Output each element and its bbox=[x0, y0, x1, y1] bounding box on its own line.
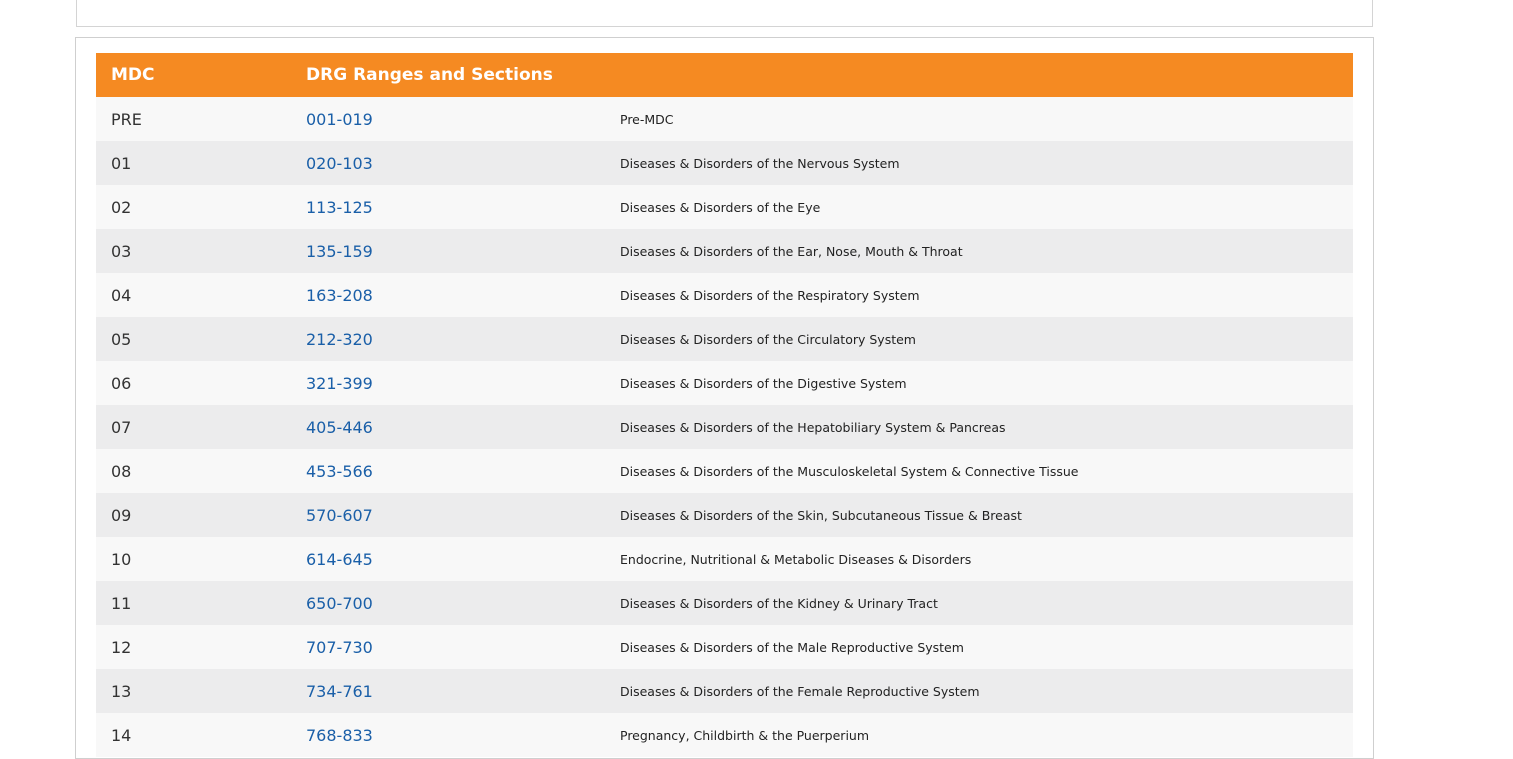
drg-range-cell bbox=[306, 97, 620, 141]
drg-range-cell bbox=[306, 713, 620, 757]
mdc-description: Diseases & Disorders of the Male Reproductive System bbox=[620, 639, 964, 655]
table-row bbox=[96, 493, 1353, 537]
table-row bbox=[96, 669, 1353, 713]
drg-range-link[interactable]: 768-833 bbox=[306, 725, 373, 745]
header-drg-ranges: DRG Ranges and Sections bbox=[306, 65, 553, 85]
mdc-description: Endocrine, Nutritional & Metabolic Diseases & Disorders bbox=[620, 551, 972, 567]
drg-range-cell bbox=[306, 273, 620, 317]
mdc-code: 04 bbox=[111, 285, 132, 305]
mdc-code: 14 bbox=[111, 725, 132, 745]
drg-range-cell bbox=[306, 493, 620, 537]
table-row bbox=[96, 581, 1353, 625]
mdc-description: Diseases & Disorders of the Respiratory System bbox=[620, 287, 920, 303]
mdc-description: Diseases & Disorders of the Musculoskeletal System & Connective Tissue bbox=[620, 463, 1079, 479]
table-row bbox=[96, 405, 1353, 449]
table-row bbox=[96, 229, 1353, 273]
drg-range-cell bbox=[306, 669, 620, 713]
mdc-description: Diseases & Disorders of the Circulatory System bbox=[620, 331, 916, 347]
mdc-code: 10 bbox=[111, 549, 132, 569]
top-panel bbox=[76, 0, 1373, 27]
mdc-code: 06 bbox=[111, 373, 132, 393]
table-row bbox=[96, 273, 1353, 317]
drg-range-link[interactable]: 734-761 bbox=[306, 681, 373, 701]
table-row bbox=[96, 185, 1353, 229]
mdc-description: Diseases & Disorders of the Skin, Subcutaneous Tissue & Breast bbox=[620, 507, 1022, 523]
table-row bbox=[96, 317, 1353, 361]
mdc-code: 13 bbox=[111, 681, 132, 701]
mdc-code: 05 bbox=[111, 329, 132, 349]
mdc-description: Pregnancy, Childbirth & the Puerperium bbox=[620, 727, 870, 743]
mdc-description: Diseases & Disorders of the Ear, Nose, Mouth & Throat bbox=[620, 243, 963, 259]
table-header-row bbox=[96, 53, 1353, 97]
drg-range-cell bbox=[306, 141, 620, 185]
table-row bbox=[96, 449, 1353, 493]
drg-range-cell bbox=[306, 625, 620, 669]
mdc-code: 02 bbox=[111, 197, 132, 217]
table-row bbox=[96, 713, 1353, 757]
mdc-description: Diseases & Disorders of the Kidney & Urinary Tract bbox=[620, 595, 938, 611]
drg-range-cell bbox=[306, 581, 620, 625]
drg-range-cell bbox=[306, 449, 620, 493]
mdc-description: Diseases & Disorders of the Digestive System bbox=[620, 375, 907, 391]
mdc-code: 12 bbox=[111, 637, 132, 657]
table-row bbox=[96, 141, 1353, 185]
drg-range-cell bbox=[306, 317, 620, 361]
drg-range-cell bbox=[306, 361, 620, 405]
drg-range-link[interactable]: 163-208 bbox=[306, 285, 373, 305]
mdc-description: Diseases & Disorders of the Female Reproductive System bbox=[620, 683, 980, 699]
drg-range-link[interactable]: 614-645 bbox=[306, 549, 373, 569]
table-row bbox=[96, 361, 1353, 405]
mdc-description: Diseases & Disorders of the Nervous System bbox=[620, 155, 900, 171]
drg-range-cell bbox=[306, 537, 620, 581]
mdc-description: Diseases & Disorders of the Hepatobiliary System & Pancreas bbox=[620, 419, 1006, 435]
table-row bbox=[96, 537, 1353, 581]
mdc-description: Pre-MDC bbox=[620, 111, 674, 127]
drg-range-link[interactable]: 570-607 bbox=[306, 505, 373, 525]
drg-range-cell bbox=[306, 185, 620, 229]
drg-range-link[interactable]: 321-399 bbox=[306, 373, 373, 393]
table-row bbox=[96, 97, 1353, 141]
table-row bbox=[96, 625, 1353, 669]
drg-range-cell bbox=[306, 405, 620, 449]
mdc-code: 08 bbox=[111, 461, 132, 481]
mdc-code: 07 bbox=[111, 417, 132, 437]
mdc-description: Diseases & Disorders of the Eye bbox=[620, 199, 821, 215]
drg-range-link[interactable]: 135-159 bbox=[306, 241, 373, 261]
mdc-code: 11 bbox=[111, 593, 132, 613]
drg-range-link[interactable]: 405-446 bbox=[306, 417, 373, 437]
drg-range-link[interactable]: 650-700 bbox=[306, 593, 373, 613]
drg-range-link[interactable]: 707-730 bbox=[306, 637, 373, 657]
mdc-code: PRE bbox=[111, 109, 142, 129]
drg-range-link[interactable]: 212-320 bbox=[306, 329, 373, 349]
mdc-code: 03 bbox=[111, 241, 132, 261]
drg-table bbox=[96, 53, 1353, 757]
header-description bbox=[620, 53, 1353, 97]
drg-range-link[interactable]: 001-019 bbox=[306, 109, 373, 129]
mdc-code: 09 bbox=[111, 505, 132, 525]
drg-table-panel bbox=[75, 37, 1374, 759]
drg-range-link[interactable]: 113-125 bbox=[306, 197, 373, 217]
drg-range-link[interactable]: 453-566 bbox=[306, 461, 373, 481]
drg-range-link[interactable]: 020-103 bbox=[306, 153, 373, 173]
mdc-code: 01 bbox=[111, 153, 132, 173]
drg-range-cell bbox=[306, 229, 620, 273]
header-mdc: MDC bbox=[111, 65, 155, 85]
